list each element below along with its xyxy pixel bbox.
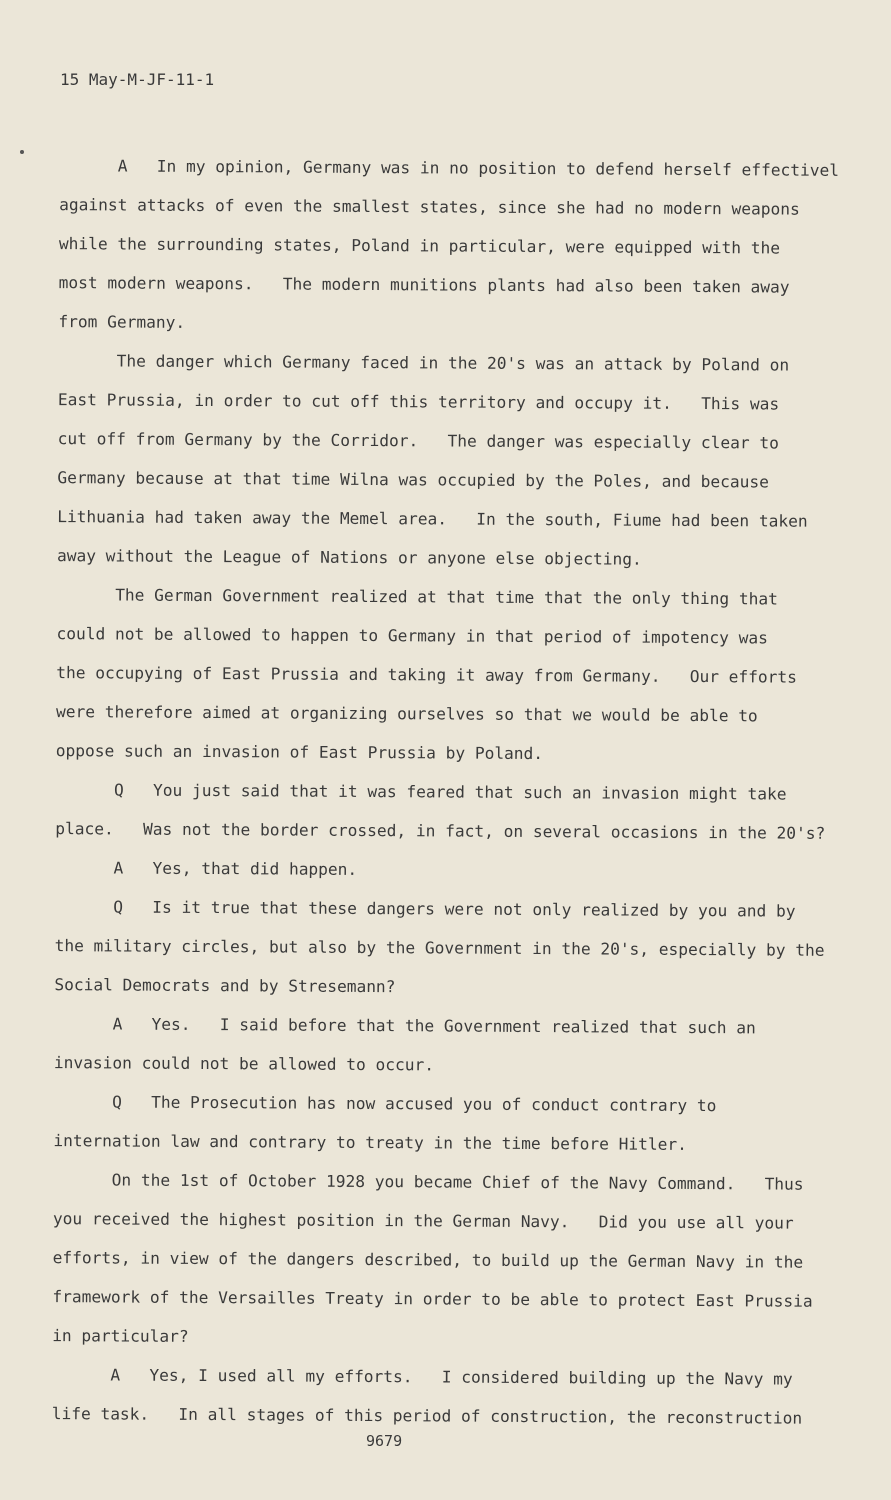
- transcript-line: framework of the Versailles Treaty in order to be able to protect East Prussia: [32, 1286, 813, 1311]
- transcript-line: Germany because at that time Wilna was occupied by the Poles, and because: [37, 467, 769, 492]
- transcript-line: internation law and contrary to treaty in the time before Hitler.: [33, 1130, 687, 1154]
- transcript-line: oppose such an invasion of East Prussia by Poland.: [36, 740, 544, 764]
- transcript-line: Lithuania had taken away the Memel area. In the south, Fiume had been taken: [37, 506, 808, 531]
- transcript-line: place. Was not the border crossed, in fact, on several occasions in the 20's?: [35, 818, 826, 843]
- transcript-line: On the 1st of October 1928 you became Chief of the Navy Command. Thus: [33, 1169, 804, 1194]
- transcript-line: Social Democrats and by Stresemann?: [34, 974, 396, 997]
- transcript-line: efforts, in view of the dangers described, to build up the German Navy in the: [33, 1247, 804, 1272]
- transcript-line: against attacks of even the smallest states, since she had no modern weapons: [39, 194, 800, 219]
- transcript-line: The German Government realized at that time that the only thing that: [37, 584, 778, 609]
- transcript-line: life task. In all stages of this period of construction, the reconstruction: [32, 1403, 803, 1428]
- transcript-line: the military circles, but also by the Government in the 20's, especially by the: [35, 935, 825, 960]
- transcript-line: most modern weapons. The modern munitions plants had also been taken away: [39, 272, 790, 297]
- transcript-line: A Yes, I used all my efforts. I considered building up the Navy my: [32, 1364, 793, 1389]
- transcript-line: East Prussia, in order to cut off this territory and occupy it. This was: [38, 389, 780, 414]
- transcript-line: A Yes. I said before that the Government realized that such an: [34, 1013, 756, 1038]
- transcript-line: you received the highest position in the German Navy. Did you use all your: [33, 1208, 794, 1233]
- transcript-line: could not be allowed to happen to Germany in that period of impotency was: [36, 623, 769, 648]
- transcript-line: cut off from Germany by the Corridor. The danger was especially clear to: [38, 428, 779, 453]
- transcript-line: Q The Prosecution has now accused you of conduct contrary to: [34, 1091, 717, 1116]
- transcript-line: while the surrounding states, Poland in particular, were equipped with the: [39, 233, 781, 258]
- page-number: 9679: [366, 1432, 403, 1450]
- transcript-line: A In my opinion, Germany was in no position to defend herself effectivel: [39, 155, 840, 180]
- transcript-line: away without the League of Nations or anyone else objecting.: [37, 545, 642, 569]
- document-reference: 15 May-M-JF-11-1: [60, 70, 215, 89]
- transcript-line: were therefore aimed at organizing ourselves so that we would be able to: [36, 701, 758, 726]
- transcript-line: the occupying of East Prussia and taking it away from Germany. Our efforts: [36, 662, 797, 687]
- transcript-body: [32, 146, 840, 1438]
- transcript-line: from Germany.: [38, 311, 186, 332]
- transcript-line: The danger which Germany faced in the 20's was an attack by Poland on: [38, 350, 790, 375]
- transcript-line: A Yes, that did happen.: [35, 857, 358, 879]
- transcript-line: Q Is it true that these dangers were not only realized by you and by: [35, 896, 796, 921]
- transcript-line: Q You just said that it was feared that such an invasion might take: [36, 779, 787, 804]
- transcript-line: invasion could not be allowed to occur.: [34, 1052, 435, 1075]
- ink-speck: [20, 150, 24, 154]
- transcript-line: in particular?: [32, 1325, 189, 1346]
